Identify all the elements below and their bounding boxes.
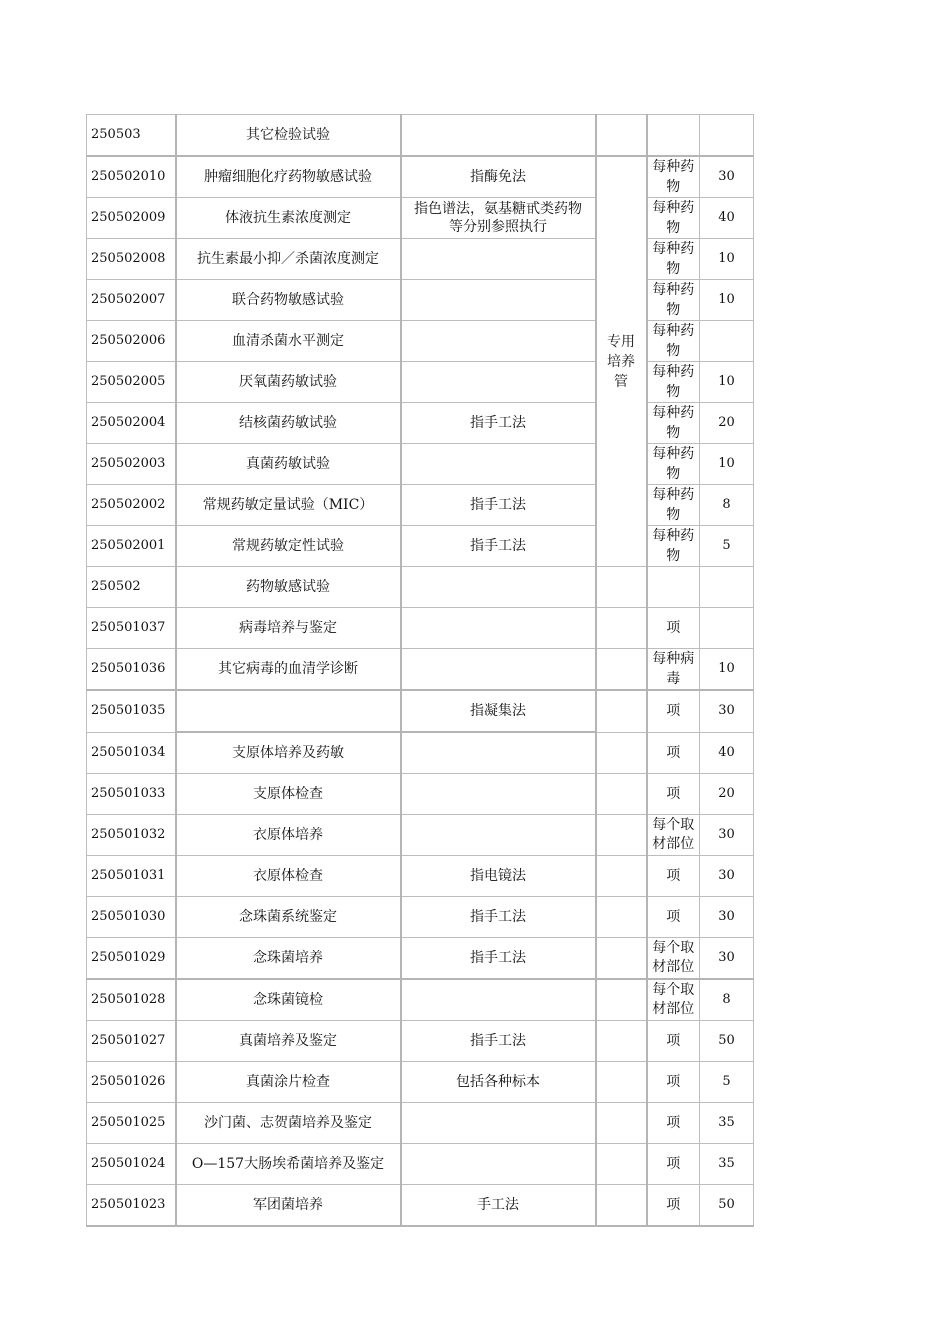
- item-name: 肿瘤细胞化疗药物敏感试验: [176, 156, 401, 198]
- item-name: 血清杀菌水平测定: [176, 321, 401, 362]
- item-note: 指电镜法: [401, 856, 596, 897]
- table-row: [87, 403, 754, 444]
- item-price: 20: [700, 403, 754, 444]
- item-note: [401, 979, 596, 1021]
- item-note: [401, 362, 596, 403]
- item-unit: 项: [647, 1062, 700, 1103]
- table-row: [87, 1062, 754, 1103]
- item-code: 250502003: [87, 444, 176, 485]
- item-code: 250501026: [87, 1062, 176, 1103]
- item-name: 衣原体培养: [176, 815, 401, 856]
- item-consumable: [596, 815, 647, 856]
- item-unit: 项: [647, 1103, 700, 1144]
- item-code: 250502001: [87, 526, 176, 567]
- item-note: 指凝集法: [401, 690, 596, 732]
- item-note: [401, 608, 596, 649]
- item-code: 250502007: [87, 280, 176, 321]
- item-price: [700, 608, 754, 649]
- table-row: [87, 156, 754, 198]
- table-row: [87, 649, 754, 691]
- item-price: 5: [700, 1062, 754, 1103]
- item-code: 250503: [87, 115, 176, 157]
- item-name: 体液抗生素浓度测定: [176, 198, 401, 239]
- table-row: [87, 115, 754, 157]
- item-name: 联合药物敏感试验: [176, 280, 401, 321]
- item-note: 指手工法: [401, 897, 596, 938]
- item-note: 指手工法: [401, 403, 596, 444]
- item-name: 支原体检查: [176, 774, 401, 815]
- item-unit: 项: [647, 608, 700, 649]
- item-unit: 每种药物: [647, 280, 700, 321]
- item-consumable: [596, 1103, 647, 1144]
- item-consumable: 专用培养管: [596, 156, 647, 567]
- item-unit: [647, 567, 700, 608]
- item-price: 40: [700, 198, 754, 239]
- item-price: [700, 567, 754, 608]
- item-code: 250501025: [87, 1103, 176, 1144]
- item-price: 30: [700, 938, 754, 980]
- item-unit: 每种药物: [647, 362, 700, 403]
- table-row: [87, 1103, 754, 1144]
- item-unit: 项: [647, 897, 700, 938]
- item-note: 指色谱法，氨基糖甙类药物等分别参照执行: [401, 198, 596, 239]
- item-price: 30: [700, 856, 754, 897]
- item-note: [401, 115, 596, 157]
- item-code: 250501028: [87, 979, 176, 1021]
- item-price: 10: [700, 239, 754, 280]
- item-note: 手工法: [401, 1185, 596, 1227]
- item-price: [700, 321, 754, 362]
- item-unit: 每种药物: [647, 526, 700, 567]
- item-price: 35: [700, 1103, 754, 1144]
- item-note: 指手工法: [401, 526, 596, 567]
- table-row: [87, 732, 754, 774]
- table-row: [87, 198, 754, 239]
- item-code: 250501036: [87, 649, 176, 691]
- item-code: 250501034: [87, 732, 176, 774]
- item-name: 真菌涂片检查: [176, 1062, 401, 1103]
- item-consumable: [596, 1185, 647, 1227]
- table-row: [87, 1144, 754, 1185]
- table-row: [87, 444, 754, 485]
- item-price: 20: [700, 774, 754, 815]
- item-note: 包括各种标本: [401, 1062, 596, 1103]
- item-consumable: [596, 115, 647, 157]
- item-note: 指手工法: [401, 938, 596, 980]
- item-unit: 每种药物: [647, 156, 700, 198]
- item-code: 250502008: [87, 239, 176, 280]
- item-code: 250502006: [87, 321, 176, 362]
- table-row: [87, 1185, 754, 1227]
- item-consumable: [596, 649, 647, 691]
- item-unit: 项: [647, 856, 700, 897]
- item-price: [700, 115, 754, 157]
- item-unit: 每个取材部位: [647, 815, 700, 856]
- table-row: [87, 280, 754, 321]
- item-price: 30: [700, 690, 754, 732]
- item-note: [401, 1103, 596, 1144]
- item-price: 10: [700, 649, 754, 691]
- item-unit: 每种药物: [647, 198, 700, 239]
- item-unit: 每种药物: [647, 239, 700, 280]
- item-note: [401, 567, 596, 608]
- item-note: [401, 732, 596, 774]
- item-code: 250501037: [87, 608, 176, 649]
- item-consumable: [596, 897, 647, 938]
- item-unit: 项: [647, 690, 700, 732]
- item-note: 指酶免法: [401, 156, 596, 198]
- item-name: O—157大肠埃希菌培养及鉴定: [176, 1144, 401, 1185]
- item-price: 10: [700, 444, 754, 485]
- item-unit: 项: [647, 732, 700, 774]
- item-consumable: [596, 567, 647, 608]
- item-price: 10: [700, 362, 754, 403]
- item-name: 念珠菌培养: [176, 938, 401, 980]
- item-code: 250502009: [87, 198, 176, 239]
- table-row: [87, 526, 754, 567]
- table-row: [87, 979, 754, 1021]
- item-price: 30: [700, 156, 754, 198]
- item-name: [176, 690, 401, 732]
- item-unit: 每个取材部位: [647, 938, 700, 980]
- item-name: 衣原体检查: [176, 856, 401, 897]
- item-note: [401, 649, 596, 691]
- item-note: [401, 1144, 596, 1185]
- table-row: [87, 567, 754, 608]
- item-code: 250501024: [87, 1144, 176, 1185]
- item-price: 50: [700, 1021, 754, 1062]
- item-price: 30: [700, 815, 754, 856]
- item-name: 军团菌培养: [176, 1185, 401, 1227]
- table-row: [87, 485, 754, 526]
- item-name: 真菌培养及鉴定: [176, 1021, 401, 1062]
- price-table: [86, 114, 754, 1227]
- item-name: 沙门菌、志贺菌培养及鉴定: [176, 1103, 401, 1144]
- item-unit: [647, 115, 700, 157]
- item-code: 250502: [87, 567, 176, 608]
- item-consumable: [596, 608, 647, 649]
- item-code: 250502004: [87, 403, 176, 444]
- item-note: 指手工法: [401, 485, 596, 526]
- item-unit: 每种药物: [647, 403, 700, 444]
- item-consumable: [596, 1144, 647, 1185]
- item-price: 8: [700, 979, 754, 1021]
- item-name: 念珠菌镜检: [176, 979, 401, 1021]
- item-code: 250501032: [87, 815, 176, 856]
- item-code: 250501035: [87, 690, 176, 732]
- item-note: [401, 280, 596, 321]
- item-consumable: [596, 732, 647, 774]
- item-code: 250501030: [87, 897, 176, 938]
- item-consumable: [596, 856, 647, 897]
- item-note: [401, 774, 596, 815]
- item-name: 药物敏感试验: [176, 567, 401, 608]
- item-note: 指手工法: [401, 1021, 596, 1062]
- table-row: [87, 608, 754, 649]
- item-unit: 项: [647, 1144, 700, 1185]
- item-price: 35: [700, 1144, 754, 1185]
- table-row: [87, 774, 754, 815]
- item-price: 30: [700, 897, 754, 938]
- item-code: 250502002: [87, 485, 176, 526]
- item-unit: 项: [647, 1185, 700, 1227]
- table-body: [87, 115, 754, 1227]
- item-price: 5: [700, 526, 754, 567]
- table-row: [87, 1021, 754, 1062]
- item-name: 其它检验试验: [176, 115, 401, 157]
- table-row: [87, 362, 754, 403]
- item-code: 250502005: [87, 362, 176, 403]
- item-price: 10: [700, 280, 754, 321]
- item-name: 念珠菌系统鉴定: [176, 897, 401, 938]
- item-unit: 每种药物: [647, 321, 700, 362]
- item-code: 250501031: [87, 856, 176, 897]
- item-name: 常规药敏定量试验（MIC）: [176, 485, 401, 526]
- item-consumable: [596, 774, 647, 815]
- item-unit: 每种药物: [647, 485, 700, 526]
- item-note: [401, 321, 596, 362]
- item-unit: 项: [647, 774, 700, 815]
- item-name: 支原体培养及药敏: [176, 732, 401, 774]
- table-row: [87, 938, 754, 980]
- item-name: 真菌药敏试验: [176, 444, 401, 485]
- item-unit: 每种药物: [647, 444, 700, 485]
- item-consumable: [596, 1021, 647, 1062]
- item-note: [401, 444, 596, 485]
- item-consumable: [596, 690, 647, 732]
- item-note: [401, 815, 596, 856]
- item-name: 病毒培养与鉴定: [176, 608, 401, 649]
- item-name: 常规药敏定性试验: [176, 526, 401, 567]
- item-unit: 每种病毒: [647, 649, 700, 691]
- table-row: [87, 690, 754, 732]
- item-code: 250502010: [87, 156, 176, 198]
- table-row: [87, 321, 754, 362]
- item-unit: 每个取材部位: [647, 979, 700, 1021]
- item-note: [401, 239, 596, 280]
- item-price: 50: [700, 1185, 754, 1227]
- item-name: 厌氧菌药敏试验: [176, 362, 401, 403]
- item-consumable: [596, 979, 647, 1021]
- item-name: 其它病毒的血清学诊断: [176, 649, 401, 691]
- table-row: [87, 856, 754, 897]
- item-price: 8: [700, 485, 754, 526]
- item-consumable: [596, 938, 647, 980]
- item-code: 250501029: [87, 938, 176, 980]
- item-name: 抗生素最小抑／杀菌浓度测定: [176, 239, 401, 280]
- table-row: [87, 239, 754, 280]
- item-code: 250501027: [87, 1021, 176, 1062]
- item-unit: 项: [647, 1021, 700, 1062]
- item-name: 结核菌药敏试验: [176, 403, 401, 444]
- item-code: 250501023: [87, 1185, 176, 1227]
- item-price: 40: [700, 732, 754, 774]
- table-row: [87, 897, 754, 938]
- item-consumable: [596, 1062, 647, 1103]
- item-code: 250501033: [87, 774, 176, 815]
- table-row: [87, 815, 754, 856]
